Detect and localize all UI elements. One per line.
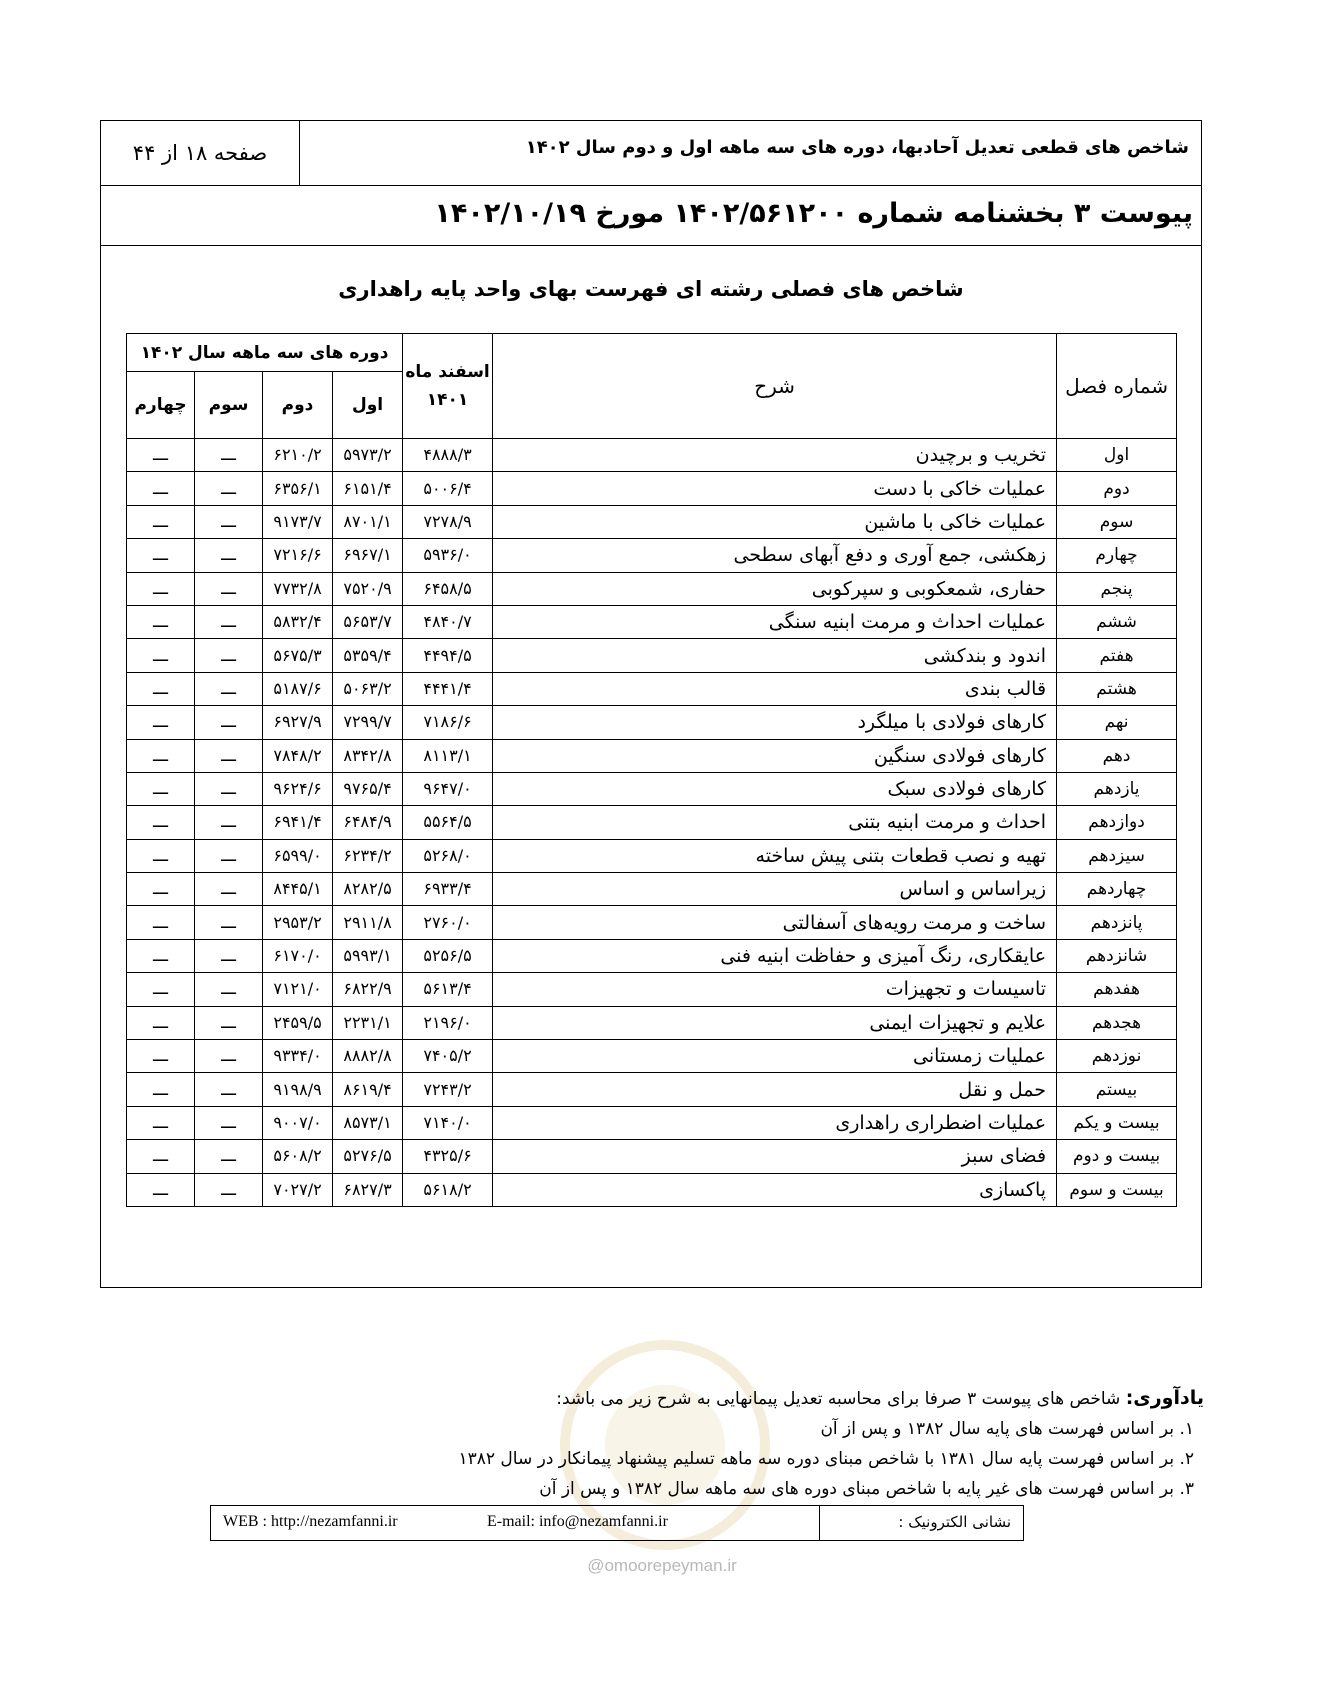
table-row [127,1040,1177,1073]
table-row [127,505,1177,538]
cell-q3: ـــ [195,572,263,605]
cell-q3: ـــ [195,472,263,505]
cell-q3: ـــ [195,772,263,805]
cell-q1: ۸۸۸۲/۸ [333,1040,403,1073]
cell-chapter: پانزدهم [1057,906,1177,939]
cell-q2: ۹۱۷۳/۷ [263,505,333,538]
cell-q2: ۵۸۳۲/۴ [263,605,333,638]
cell-esfand: ۴۳۲۵/۶ [403,1140,493,1173]
cell-q1: ۶۲۳۴/۲ [333,839,403,872]
table-row [127,706,1177,739]
header-chapter-number: شماره فصل [1057,334,1177,439]
cell-description: فضای سبز [493,1140,1057,1173]
cell-esfand: ۵۲۵۶/۵ [403,939,493,972]
cell-q2: ۹۳۳۴/۰ [263,1040,333,1073]
table-row [127,1173,1177,1206]
cell-esfand: ۹۶۴۷/۰ [403,772,493,805]
table-row [127,839,1177,872]
cell-q1: ۵۶۵۳/۷ [333,605,403,638]
cell-q4: ـــ [127,739,195,772]
contact-footer [210,1505,1024,1541]
reminder-label: یادآوری: [1125,1387,1204,1409]
footer-label: نشانی الکترونیک : [898,1513,1011,1531]
page-number: صفحه ۱۸ از ۴۴ [132,141,268,165]
cell-chapter: نوزدهم [1057,1040,1177,1073]
cell-q2: ۹۶۲۴/۶ [263,772,333,805]
cell-q1: ۵۰۶۳/۲ [333,672,403,705]
cell-description: کارهای فولادی سبک [493,772,1057,805]
cell-description: کارهای فولادی سنگین [493,739,1057,772]
cell-esfand: ۴۸۸۸/۳ [403,439,493,472]
cell-q1: ۶۹۶۷/۱ [333,539,403,572]
cell-description: عملیات خاکی با ماشین [493,505,1057,538]
cell-q4: ـــ [127,1040,195,1073]
table-row [127,939,1177,972]
cell-q4: ـــ [127,639,195,672]
cell-q1: ۶۸۲۷/۳ [333,1173,403,1206]
cell-esfand: ۴۸۴۰/۷ [403,605,493,638]
cell-esfand: ۷۲۷۸/۹ [403,505,493,538]
cell-q1: ۲۲۳۱/۱ [333,1006,403,1039]
header-q1: اول [333,372,403,439]
cell-q3: ـــ [195,1140,263,1173]
cell-esfand: ۶۴۵۸/۵ [403,572,493,605]
cell-chapter: شانزدهم [1057,939,1177,972]
cell-q2: ۹۰۰۷/۰ [263,1106,333,1139]
cell-q3: ـــ [195,906,263,939]
cell-chapter: چهارم [1057,539,1177,572]
cell-description: عایقکاری، رنگ آمیزی و حفاظت ابنیه فنی [493,939,1057,972]
table-row [127,906,1177,939]
cell-q2: ۶۲۱۰/۲ [263,439,333,472]
cell-chapter: چهاردهم [1057,873,1177,906]
table-row [127,439,1177,472]
cell-description: عملیات احداث و مرمت ابنیه سنگی [493,605,1057,638]
table-title: شاخص های فصلی رشته ای فهرست بهای واحد پایه راهداری [338,277,964,301]
reminder-item: ۳. بر اساس فهرست های غیر پایه با شاخص مبنای دوره های سه ماهه سال ۱۳۸۲ و پس از آن [539,1479,1194,1499]
cell-q1: ۷۲۹۹/۷ [333,706,403,739]
cell-q1: ۵۹۹۳/۱ [333,939,403,972]
cell-q1: ۸۶۱۹/۴ [333,1073,403,1106]
cell-chapter: هشتم [1057,672,1177,705]
table-row [127,806,1177,839]
cell-q3: ـــ [195,639,263,672]
cell-q3: ـــ [195,672,263,705]
cell-chapter: سیزدهم [1057,839,1177,872]
cell-q2: ۲۹۵۳/۲ [263,906,333,939]
cell-esfand: ۵۶۱۳/۴ [403,973,493,1006]
cell-q4: ـــ [127,572,195,605]
cell-q2: ۷۰۲۷/۲ [263,1173,333,1206]
table-row [127,472,1177,505]
cell-q4: ـــ [127,1073,195,1106]
cell-q2: ۸۴۴۵/۱ [263,873,333,906]
cell-description: ساخت و مرمت رویه‌های آسفالتی [493,906,1057,939]
reminder-intro [104,1383,1204,1414]
document-title: شاخص های قطعی تعدیل آحادبها، دوره های سه ماهه اول و دوم سال ۱۴۰۲ [525,137,1189,158]
cell-description: عملیات خاکی با دست [493,472,1057,505]
cell-chapter: نهم [1057,706,1177,739]
cell-q3: ـــ [195,1106,263,1139]
cell-chapter: بیست و یکم [1057,1106,1177,1139]
cell-description: حمل و نقل [493,1073,1057,1106]
header-description: شرح [493,334,1057,439]
cell-q1: ۸۷۰۱/۱ [333,505,403,538]
cell-q3: ـــ [195,1006,263,1039]
cell-chapter: پنجم [1057,572,1177,605]
cell-chapter: سوم [1057,505,1177,538]
cell-q3: ـــ [195,439,263,472]
cell-description: تاسیسات و تجهیزات [493,973,1057,1006]
cell-q4: ـــ [127,973,195,1006]
cell-q2: ۶۳۵۶/۱ [263,472,333,505]
cell-q3: ـــ [195,1173,263,1206]
cell-q4: ـــ [127,939,195,972]
cell-q1: ۵۹۷۳/۲ [333,439,403,472]
cell-description: تخریب و برچیدن [493,439,1057,472]
cell-q3: ـــ [195,973,263,1006]
cell-q4: ـــ [127,772,195,805]
cell-q2: ۷۷۳۲/۸ [263,572,333,605]
cell-q2: ۶۹۴۱/۴ [263,806,333,839]
cell-q3: ـــ [195,706,263,739]
cell-q2: ۷۲۱۶/۶ [263,539,333,572]
table-row [127,772,1177,805]
cell-chapter: بیستم [1057,1073,1177,1106]
cell-esfand: ۵۵۶۴/۵ [403,806,493,839]
table-row [127,539,1177,572]
cell-q2: ۵۱۸۷/۶ [263,672,333,705]
reminder-note [104,1383,1204,1504]
cell-chapter: دوازدهم [1057,806,1177,839]
cell-esfand: ۸۱۱۳/۱ [403,739,493,772]
table-row [127,639,1177,672]
cell-q1: ۷۵۲۰/۹ [333,572,403,605]
cell-chapter: هفدهم [1057,973,1177,1006]
circular-reference: پیوست ۳ بخشنامه شماره ۱۴۰۲/۵۶۱۲۰۰ مورخ ۱۴۰۲/۱۰/۱۹ [434,198,1193,229]
table-row [127,605,1177,638]
cell-q2: ۷۱۲۱/۰ [263,973,333,1006]
cell-esfand: ۴۴۴۱/۴ [403,672,493,705]
cell-chapter: ششم [1057,605,1177,638]
cell-description: عملیات اضطراری راهداری [493,1106,1057,1139]
cell-q1: ۶۴۸۴/۹ [333,806,403,839]
cell-description: تهیه و نصب قطعات بتنی پیش ساخته [493,839,1057,872]
header-q4: چهارم [127,372,195,439]
cell-q3: ـــ [195,1040,263,1073]
cell-q4: ـــ [127,1140,195,1173]
cell-description: حفاری، شمعکوبی و سپرکوبی [493,572,1057,605]
cell-description: احداث و مرمت ابنیه بتنی [493,806,1057,839]
footer-web[interactable]: WEB : http://nezamfanni.ir [223,1513,398,1530]
table-row [127,1006,1177,1039]
cell-description: علایم و تجهیزات ایمنی [493,1006,1057,1039]
header-q3: سوم [195,372,263,439]
cell-esfand: ۲۱۹۶/۰ [403,1006,493,1039]
cell-q4: ـــ [127,539,195,572]
cell-q3: ـــ [195,605,263,638]
cell-q3: ـــ [195,505,263,538]
header-esfand-1401: اسفند ماه ۱۴۰۱ [403,334,493,439]
header-q2: دوم [263,372,333,439]
cell-q4: ـــ [127,505,195,538]
reminder-item: ۱. بر اساس فهرست های پایه سال ۱۳۸۲ و پس از آن [820,1419,1194,1439]
cell-description: زهکشی، جمع آوری و دفع آبهای سطحی [493,539,1057,572]
cell-chapter: اول [1057,439,1177,472]
cell-q3: ـــ [195,1073,263,1106]
cell-chapter: دوم [1057,472,1177,505]
cell-q3: ـــ [195,739,263,772]
cell-esfand: ۵۹۳۶/۰ [403,539,493,572]
reminder-text: شاخص های پیوست ۳ صرفا برای محاسبه تعدیل پیمانهایی به شرح زیر می باشد: [556,1389,1121,1409]
cell-q4: ـــ [127,1173,195,1206]
table-row [127,1106,1177,1139]
cell-q4: ـــ [127,1106,195,1139]
table-body [127,439,1177,1207]
cell-q3: ـــ [195,873,263,906]
cell-q4: ـــ [127,439,195,472]
cell-q4: ـــ [127,672,195,705]
cell-description: پاکسازی [493,1173,1057,1206]
table-row [127,572,1177,605]
cell-esfand: ۵۲۶۸/۰ [403,839,493,872]
cell-description: قالب بندی [493,672,1057,705]
header-divider [101,185,1201,186]
cell-q1: ۸۳۴۲/۸ [333,739,403,772]
cell-chapter: یازدهم [1057,772,1177,805]
cell-esfand: ۷۱۸۶/۶ [403,706,493,739]
cell-chapter: هجدهم [1057,1006,1177,1039]
cell-description: زیراساس و اساس [493,873,1057,906]
cell-chapter: دهم [1057,739,1177,772]
footer-divider [819,1506,820,1540]
table-row [127,873,1177,906]
cell-q4: ـــ [127,873,195,906]
cell-esfand: ۷۴۰۵/۲ [403,1040,493,1073]
table-row [127,1140,1177,1173]
cell-esfand: ۵۶۱۸/۲ [403,1173,493,1206]
footer-email[interactable]: E-mail: info@nezamfanni.ir [487,1513,668,1530]
cell-q1: ۵۲۷۶/۵ [333,1140,403,1173]
cell-q2: ۶۹۲۷/۹ [263,706,333,739]
cell-q4: ـــ [127,706,195,739]
cell-chapter: بیست و سوم [1057,1173,1177,1206]
cell-q4: ـــ [127,906,195,939]
watermark-site: @omoorepeyman.ir [587,1556,737,1575]
cell-q4: ـــ [127,839,195,872]
cell-esfand: ۴۴۹۴/۵ [403,639,493,672]
reminder-item: ۲. بر اساس فهرست پایه سال ۱۳۸۱ با شاخص مبنای دوره سه ماهه تسلیم پیشنهاد پیمانکار در سال ۱۳۸۲ [458,1449,1194,1469]
cell-q2: ۵۶۷۵/۳ [263,639,333,672]
table-row [127,1073,1177,1106]
cell-esfand: ۷۱۴۰/۰ [403,1106,493,1139]
cell-q3: ـــ [195,806,263,839]
cell-q2: ۶۵۹۹/۰ [263,839,333,872]
cell-q1: ۹۷۶۵/۴ [333,772,403,805]
page-no-divider [299,121,300,185]
cell-q3: ـــ [195,939,263,972]
cell-q2: ۵۶۰۸/۲ [263,1140,333,1173]
cell-q1: ۸۲۸۲/۵ [333,873,403,906]
table-row [127,739,1177,772]
table-row [127,973,1177,1006]
cell-description: عملیات زمستانی [493,1040,1057,1073]
cell-q1: ۶۸۲۲/۹ [333,973,403,1006]
cell-esfand: ۲۷۶۰/۰ [403,906,493,939]
cell-q1: ۵۳۵۹/۴ [333,639,403,672]
cell-esfand: ۷۲۴۳/۲ [403,1073,493,1106]
cell-q4: ـــ [127,806,195,839]
cell-q3: ـــ [195,539,263,572]
cell-q4: ـــ [127,605,195,638]
cell-esfand: ۶۹۳۳/۴ [403,873,493,906]
header-quarter-group: دوره های سه ماهه سال ۱۴۰۲ [127,334,403,372]
cell-chapter: هفتم [1057,639,1177,672]
table-row [127,672,1177,705]
cell-q2: ۲۴۵۹/۵ [263,1006,333,1039]
cell-description: اندود و بندکشی [493,639,1057,672]
cell-q1: ۲۹۱۱/۸ [333,906,403,939]
cell-esfand: ۵۰۰۶/۴ [403,472,493,505]
index-table [126,333,1177,1207]
cell-q2: ۷۸۴۸/۲ [263,739,333,772]
cell-q1: ۶۱۵۱/۴ [333,472,403,505]
cell-q4: ـــ [127,472,195,505]
cell-q2: ۶۱۷۰/۰ [263,939,333,972]
cell-q4: ـــ [127,1006,195,1039]
cell-chapter: بیست و دوم [1057,1140,1177,1173]
cell-q1: ۸۵۷۳/۱ [333,1106,403,1139]
cell-q3: ـــ [195,839,263,872]
cell-q2: ۹۱۹۸/۹ [263,1073,333,1106]
cell-description: کارهای فولادی با میلگرد [493,706,1057,739]
subtitle-divider [101,245,1201,246]
